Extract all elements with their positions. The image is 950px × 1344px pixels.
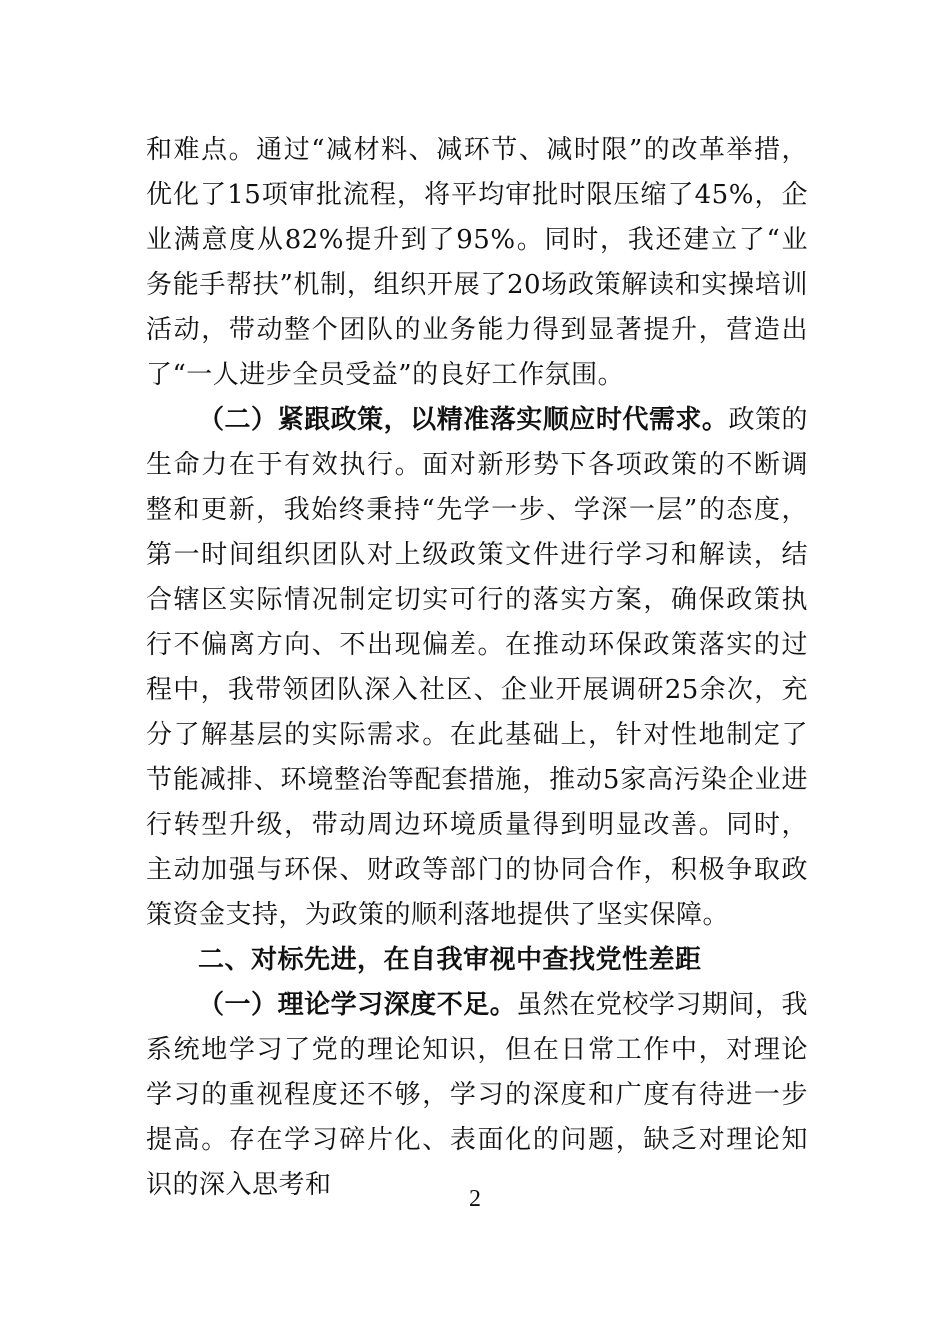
paragraph-continuation [146, 128, 808, 398]
page-number: 2 [469, 1186, 481, 1212]
paragraph-theory [146, 983, 808, 1208]
paragraph-lead: （一）理论学习深度不足。 [198, 990, 517, 1020]
document-body [146, 128, 808, 1208]
paragraph-text: 和难点。通过“减材料、减环节、减时限”的改革举措，优化了15项审批流程，将平均审批时限压缩了45%，企业满意度从82%提升到了95%。同时，我还建立了“业务能手帮扶”机制，组织开展了20场政策解读和实操培训活动，带动整个团队的业务能力得到显著提升，营造出了“一人进步全员受益”的良好工作氛围。 [146, 135, 808, 390]
paragraph-text: 虽然在党校学习期间，我系统地学习了党的理论知识，但在日常工作中，对理论学习的重视程度还不够，学习的深度和广度有待进一步提高。存在学习碎片化、表面化的问题，缺乏对理论知识的深入思考和 [146, 990, 808, 1200]
paragraph-lead: （二）紧跟政策，以精准落实顺应时代需求。 [198, 405, 729, 435]
paragraph-text: 政策的生命力在于有效执行。面对新形势下各项政策的不断调整和更新，我始终秉持“先学一步、学深一层”的态度，第一时间组织团队对上级政策文件进行学习和解读，结合辖区实际情况制定切实可行的落实方案，确保政策执行不偏离方向、不出现偏差。在推动环保政策落实的过程中，我带领团队深入社区、企业开展调研25余次，充分了解基层的实际需求。在此基础上，针对性地制定了节能减排、环境整治等配套措施，推动5家高污染企业进行转型升级，带动周边环境质量得到明显改善。同时，主动加强与环保、财政等部门的协同合作，积极争取政策资金支持，为政策的顺利落地提供了坚实保障。 [146, 405, 808, 930]
section-heading: 二、对标先进，在自我审视中查找党性差距 [198, 945, 702, 975]
paragraph-policy [146, 398, 808, 938]
